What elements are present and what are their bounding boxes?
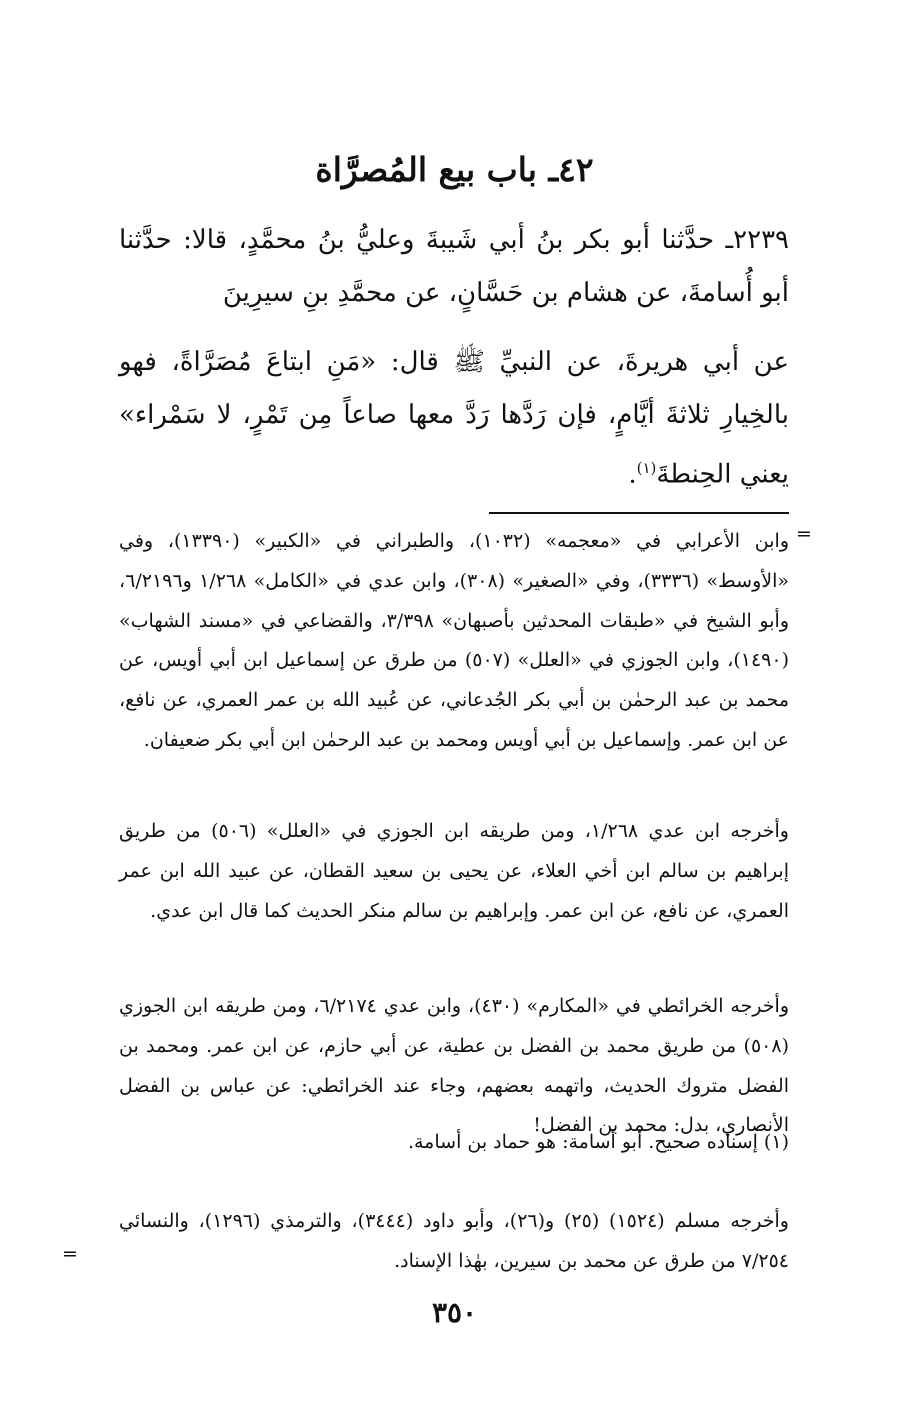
footnote-1: (١) إسناده صحيح. أبو أسامة: هو حماد بن أسامة.	[407, 1131, 789, 1153]
hadith-end-period: .	[628, 459, 637, 490]
footnote-reference: (١)	[636, 459, 657, 477]
footnote-continuation-marker: =	[796, 523, 812, 545]
page-number: ٣٥٠	[431, 1296, 478, 1329]
hadith-isnad: ٢٢٣٩ـ حدَّثنا أبو بكر بنُ أبي شَيبةَ وعليُّ بنُ محمَّدٍ، قالا: حدَّثنا أبو أُسامةَ، عن هشام بن حَسَّانٍ، عن محمَّدِ بنِ سيرِينَ	[119, 225, 789, 308]
hadith-matn: عن أبي هريرةَ، عن النبيِّ ﷺ قال: «مَنِ ابتاعَ مُصَرَّاةً، فهو بالخِيارِ ثلاثةَ أيَّامٍ، فإن رَدَّها رَدَّ معها صاعاً مِن تَمْرٍ، لا سَمْراء» يعني الحِنطةَ	[119, 347, 789, 490]
footnote-divider	[489, 512, 789, 514]
footnote-paragraph: وأخرجه الخرائطي في «المكارم» (٤٣٠)، وابن عدي ٦/٢١٧٤، ومن طريقه ابن الجوزي (٥٠٨) من طريق محمد بن الفضل بن عطية، عن أبي حازم، عن ابن عمر. ومحمد بن الفضل متروك الحديث، واتهمه بعضهم، وجاء عند الخرائطي: عن عباس بن الفضل الأنصاري، بدل: محمد بن الفضل!	[119, 995, 789, 1137]
footnote-1-continued: وأخرجه مسلم (١٥٢٤) (٢٥) و(٢٦)، وأبو داود (٣٤٤٤)، والترمذي (١٢٩٦)، والنسائي ٧/٢٥٤ من طرق عن محمد بن سيرين، بهٰذا الإسناد.	[119, 1210, 789, 1272]
footnote-continues-marker: =	[62, 1243, 78, 1265]
footnote-paragraph: وأخرجه ابن عدي ١/٢٦٨، ومن طريقه ابن الجوزي في «العلل» (٥٠٦) من طريق إبراهيم بن سالم ابن أخي العلاء، عن يحيى بن سعيد القطان، عن عبيد الله ابن عمر العمري، عن نافع، عن ابن عمر. وإبراهيم بن سالم منكر الحديث كما قال ابن عدي.	[119, 820, 789, 922]
chapter-title: ٤٢ـ باب بيع المُصرَّاة	[315, 150, 594, 189]
hadith-matn-paragraph	[119, 336, 789, 502]
footnote-paragraph: وابن الأعرابي في «معجمه» (١٠٣٢)، والطبراني في «الكبير» (١٣٣٩٠)، وفي «الأوسط» (٣٣٣٦)، وفي «الصغير» (٣٠٨)، وابن عدي في «الكامل» ١/٢٦٨ و٦/٢١٩٦، وأبو الشيخ في «طبقات المحدثين بأصبهان» ٣/٣٩٨، والقضاعي في «مسند الشهاب» (١٤٩٠)، وابن الجوزي في «العلل» (٥٠٧) من طرق عن إسماعيل ابن أبي أويس، عن محمد بن عبد الرحمٰن بن أبي بكر الجُدعاني، عن عُبيد الله بن عمر العمري، عن نافع، عن ابن عمر. وإسماعيل بن أبي أويس ومحمد بن عبد الرحمٰن ابن أبي بكر ضعيفان.	[119, 530, 790, 751]
